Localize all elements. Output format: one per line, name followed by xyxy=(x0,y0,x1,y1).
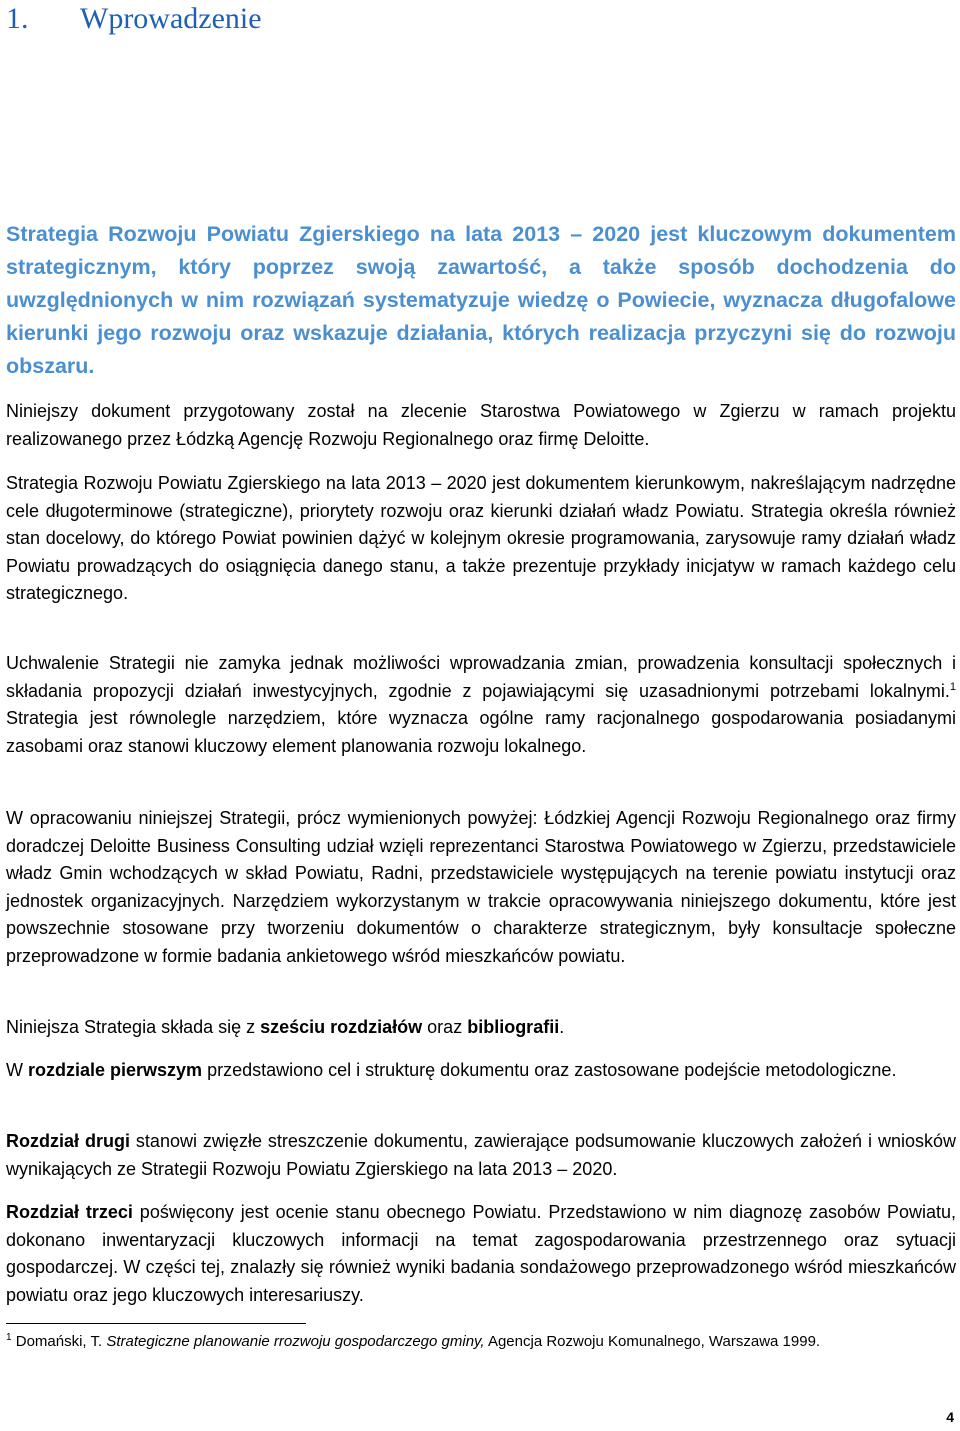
page-number: 4 xyxy=(946,1409,954,1425)
footnote-mark: 1 xyxy=(6,1332,12,1343)
chapter-one-text-c: przedstawiono cel i strukturę dokumentu oraz zastosowane podejście metodologiczne. xyxy=(202,1060,897,1080)
structure-bibliography-bold: bibliografii xyxy=(467,1017,560,1037)
chapter-two-text: stanowi zwięzłe streszczenie dokumentu, zawierające podsumowanie kluczowych założeń i wniosków wynikających ze Strategii Rozwoju Powiatu Zgierskiego na lata 2013 – 2020. xyxy=(6,1131,956,1179)
structure-chapters-bold: sześciu rozdziałów xyxy=(260,1017,423,1037)
paragraph-participants: W opracowaniu niniejszej Strategii, prócz wymienionych powyżej: Łódzkiej Agencji Rozwoju Regionalnego oraz firmy doradczej Deloitte Business Consulting udział wzięli reprezentanci Starostwa Powiatowego w Zgierzu, przedstawiciele władz Gmin wchodzących w skład Powiatu, Radni, przedstawiciele występujących na terenie powiatu instytucji oraz jednostek organizacyjnych. Narzędziem wykorzystanym w trakcie opracowywania niniejszego dokumentu, które jest powszechnie stosowane przy tworzeniu dokumentów o charakterze strategicznym, były konsultacje społeczne przeprowadzone w formie badania ankietowego wśród mieszkańców powiatu. xyxy=(6,808,956,966)
chapter-three-bold: Rozdział trzeci xyxy=(6,1202,133,1222)
footnote-title: Strategiczne planowanie rrozwoju gospodarczego gminy, xyxy=(106,1333,485,1350)
structure-text-a: Niniejsza Strategia składa się z xyxy=(6,1017,261,1037)
section-heading xyxy=(6,2,262,36)
paragraph-adoption xyxy=(6,650,956,760)
paragraph-chapter-three xyxy=(6,1199,956,1309)
paragraph-chapter-one xyxy=(6,1057,956,1085)
section-number: 1. xyxy=(6,2,29,35)
chapter-two-bold: Rozdział drugi xyxy=(6,1131,130,1151)
chapter-one-text-a: W xyxy=(6,1060,28,1080)
footnote-divider xyxy=(6,1323,306,1324)
chapter-three-text: poświęcony jest ocenie stanu obecnego Powiatu. Przedstawiono w nim diagnozę zasobów Powiatu, dokonano inwentaryzacji kluczowych informacji na temat zagospodarowania przestrzennego oraz sytuacji gospodarczej. W części tej, znalazły się również wyniki badania sondażowego przeprowadzonego wśród mieszkańców powiatu oraz jego kluczowych interesariuszy. xyxy=(6,1202,956,1305)
footnote-reference[interactable]: 1 xyxy=(949,680,956,693)
footnote-author: Domański, T. xyxy=(11,1333,107,1350)
paragraph-structure xyxy=(6,1014,956,1042)
paragraph-commission: Niniejszy dokument przygotowany został na zlecenie Starostwa Powiatowego w Zgierzu w ramach projektu realizowanego przez Łódzką Agencję Rozwoju Regionalnego oraz firmę Deloitte. xyxy=(6,401,956,449)
footnote-publisher: Agencja Rozwoju Komunalnego, Warszawa 1999. xyxy=(484,1333,821,1350)
lead-paragraph: Strategia Rozwoju Powiatu Zgierskiego na lata 2013 – 2020 jest kluczowym dokumentem strategicznym, który poprzez swoją zawartość, a także sposób dochodzenia do uwzględnionych w nim rozwiązań systematyzuje wiedzę o Powiecie, wyznacza długofalowe kierunki jego rozwoju oraz wskazuje działania, których realizacja przyczyni się do rozwoju obszaru. xyxy=(6,222,956,378)
structure-text-c: oraz xyxy=(422,1017,468,1037)
section-title: Wprowadzenie xyxy=(80,2,262,35)
paragraph-chapter-two xyxy=(6,1128,956,1183)
footnote xyxy=(6,1331,956,1353)
paragraph-adoption-text-b: Strategia jest równolegle narzędziem, które wyznacza ogólne ramy racjonalnego gospodarowania posiadanymi zasobami oraz stanowi kluczowy element planowania rozwoju lokalnego. xyxy=(6,708,956,756)
structure-text-d: . xyxy=(559,1017,565,1037)
paragraph-strategy-description: Strategia Rozwoju Powiatu Zgierskiego na lata 2013 – 2020 jest dokumentem kierunkowym, nakreślającym nadrzędne cele długoterminowe (strategiczne), priorytety rozwoju oraz kierunki działań władz Powiatu. Strategia określa również stan docelowy, do którego Powiat powinien dążyć w kolejnym okresie programowania, zarysowuje ramy działań władz Powiatu prowadzących do osiągnięcia danego stanu, a także prezentuje przykłady inicjatyw w ramach każdego celu strategicznego. xyxy=(6,473,956,603)
chapter-one-bold: rozdziale pierwszym xyxy=(28,1060,203,1080)
paragraph-adoption-text-a: Uchwalenie Strategii nie zamyka jednak możliwości wprowadzania zmian, prowadzenia konsultacji społecznych i składania propozycji działań inwestycyjnych, zgodnie z pojawiającymi się uzasadnionymi potrzebami lokalnymi. xyxy=(6,653,956,701)
